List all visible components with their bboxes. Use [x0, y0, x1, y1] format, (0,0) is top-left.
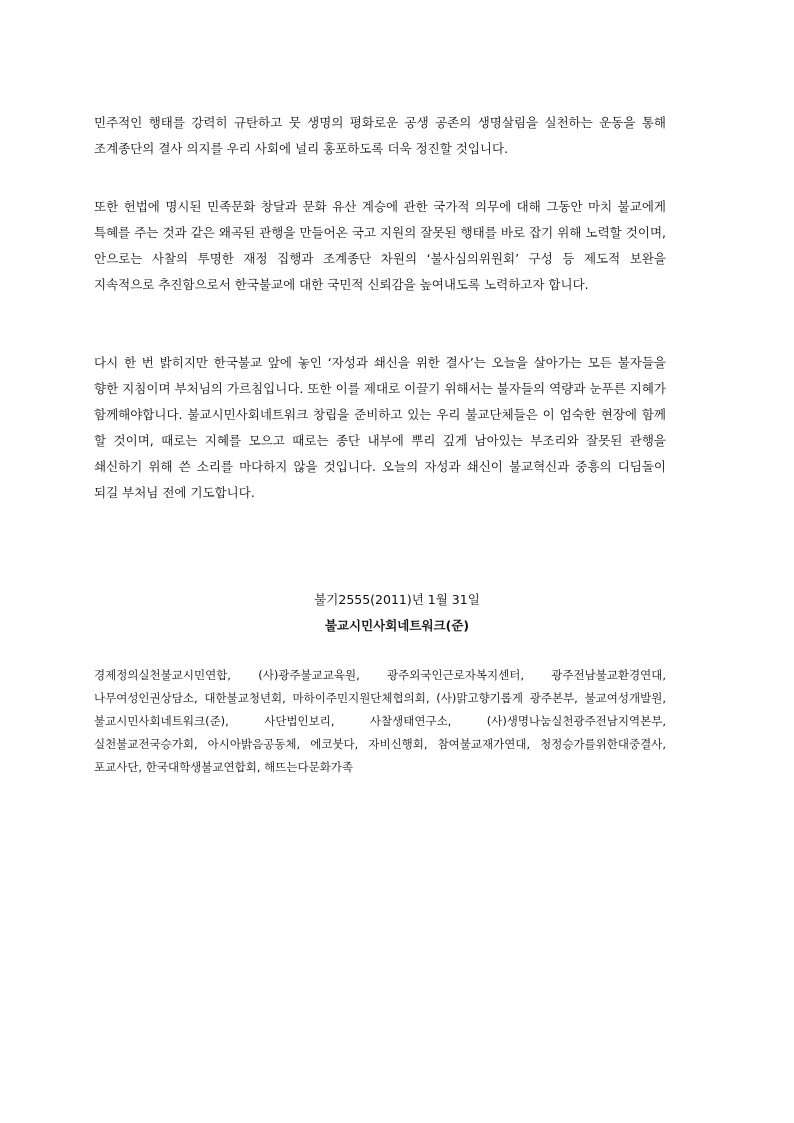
statement-date: 불기2555(2011)년 1월 31일 [314, 592, 480, 607]
body-paragraph-3: 다시 한 번 밝히지만 한국불교 앞에 놓인 ‘자성과 쇄신을 위한 결사’는 오늘을 살아가는 모든 불자들을 향한 지침이며 부처님의 가르침입니다. 또한 이를 제대로 이끌기 위해서는 불자들의 역량과 눈푸른 지혜가 함께해야합니다. 불교시민사회네트워크 창립을 준비하고 있는 우리 불교단체들은 이 엄숙한 현장에 함께 할 것이며, 때로는 지혜를 모으고 때로는 종단 내부에 뿌리 깊게 남아있는 부조리와 잘못된 관행을 쇄신하기 위해 쓴 소리를 마다하지 않을 것입니다. 오늘의 자성과 쇄신이 불교혁신과 중흥의 디딤돌이 되길 부처님 전에 기도합니다. [94, 355, 666, 500]
body-paragraph-1: 민주적인 행태를 강력히 규탄하고 뭇 생명의 평화로운 공생 공존의 생명살림을 실천하는 운동을 통해 조계종단의 결사 의지를 우리 사회에 널리 홍포하도록 더욱 정진할 것입니다. [94, 115, 666, 156]
body-paragraph-2: 또한 헌법에 명시된 민족문화 창달과 문화 유산 계승에 관한 국가적 의무에 대해 그동안 마치 불교에게 특혜를 주는 것과 같은 왜곡된 관행을 만들어온 국고 지원의 잘못된 행태를 바로 잡기 위해 노력할 것이며, 안으로는 사찰의 투명한 재정 집행과 조계종단 차원의 ‘불사심의위원회’ 구성 등 제도적 보완을 지속적으로 추진함으로서 한국불교에 대한 국민적 신뢰감을 높여내도록 노력하고자 합니다. [94, 199, 666, 292]
issuing-organization: 불교시민사회네트워크(준) [324, 618, 470, 633]
signatory-list: 경제정의실천불교시민연합, (사)광주불교교육원, 광주외국인근로자복지센터, 광주전남불교환경연대, 나무여성인권상담소, 대한불교청년회, 마하이주민지원단체협의회, (사)맑고향기롭게 광주본부, 불교여성개발원, 불교시민사회네트워크(준), 사단법인보리, 사찰생태연구소, (사)생명나눔실천광주전남지역본부, 실천불교전국승가회, 아시아밝음공동체, 에코붓다, 자비신행회, 참여불교재가연대, 청정승가를위한대중결사, 포교사단, 한국대학생불교연합회, 해뜨는다문화가족 [94, 668, 666, 774]
